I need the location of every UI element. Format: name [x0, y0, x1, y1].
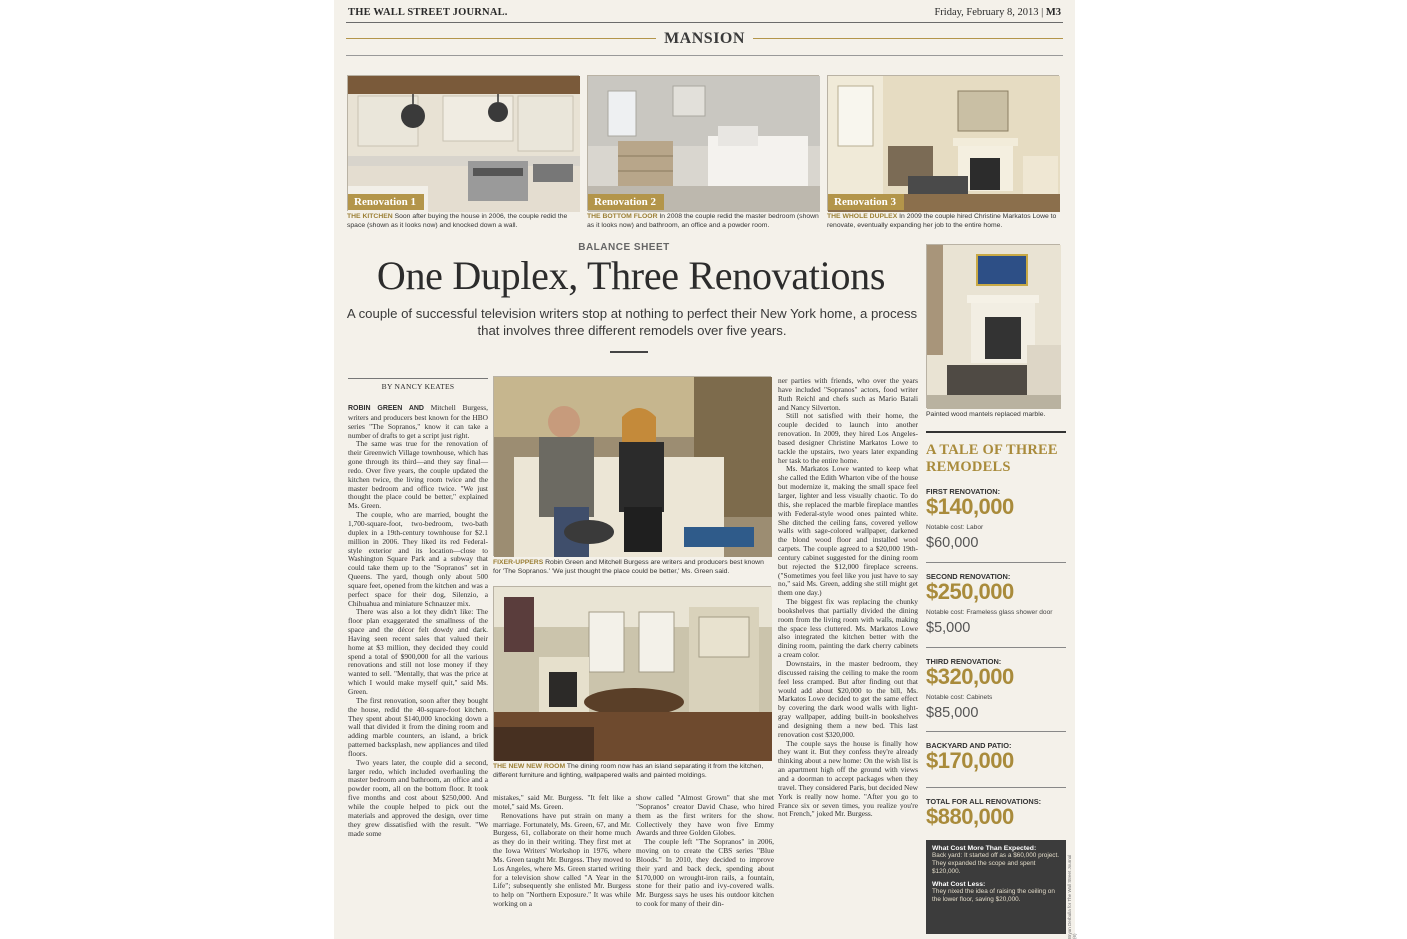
stat-first-value: $140,000: [926, 494, 1014, 519]
sidebar-divider: [926, 647, 1066, 648]
masthead-rule: [346, 22, 1063, 23]
kitchen-caption: THE KITCHEN Soon after buying the house in 2006, the couple redid the space (shown as it looks now) and knocked down a wall.: [347, 213, 568, 229]
renovation-1-tag: Renovation 1: [348, 194, 424, 210]
stat-total-label: TOTAL FOR ALL RENOVATIONS:: [926, 797, 1042, 806]
section-rule-left: [346, 38, 656, 39]
stat-third-cost: $85,000: [926, 705, 979, 721]
kitchen-photo: [347, 75, 579, 211]
dining-room-photo: [493, 586, 771, 760]
masthead-date: Friday, February 8, 2013 | M3: [934, 7, 1061, 18]
article-paragraph: Renovations have put strain on many a marriage. Fortunately, Ms. Green, 67, and Mr. Burgess, 61, collaborate on their home much as they do in their writing. They first met at the Iowa Writers' Workshop in 1976, where Ms. Green taught Mr. Burgess. They moved to Los Angeles, where Ms. Green started writing for a television show called "A Year in the Life"; subsequently she enlisted Mr. Burgess to help on "Northern Exposure." It was while working on a: [493, 810, 631, 909]
renovation-3-tag: Renovation 3: [828, 194, 904, 210]
article-paragraph: show called "Almost Grown" that she met "Sopranos" creator David Chase, who hired them as the first writers for the show. Collectively they have won five Emmy Awards and three Golden Globes.: [636, 793, 774, 838]
stat-second-value: $250,000: [926, 579, 1014, 604]
article-paragraph: The couple says the house is finally how they want it. But they confess they're already thinking about a new home: On the wish list is an apartment high off the ground with views and a doorman to accept packages when they travel. They considered Paris, but decided New York is really now home. "After you go to France six or seven times, you realize you're not French," joked Mr. Burgess.: [778, 738, 918, 819]
article-paragraph: Ms. Markatos Lowe wanted to keep what she called the Edith Wharton vibe of the house but modernize it, making the small space feel larger, lighter and less visually chaotic. To do this, she replaced the marble fireplace mantles with Federal-style wood ones painted white. She ditched the ceiling fans, covered yellow walls with sage-colored wallpaper, darkened the blond wood floor and installed wool carpets. The couple agreed to a $20,000 19th-century cabinet suggested for the dining room but rejected the $12,000 fireplace screens. ("Sometimes you feel like you just have to say no," said Ms. Green, adding she still might get them one day.): [778, 464, 918, 598]
headline: One Duplex, Three Renovations: [376, 253, 886, 298]
article-column-1: [348, 404, 488, 934]
stat-first-cost: $60,000: [926, 535, 979, 551]
section-bottom-rule: [346, 55, 1063, 56]
stat-first-label: FIRST RENOVATION:: [926, 487, 1001, 496]
couple-caption: FIXER-UPPERS Robin Green and Mitchell Burgess are writers and producers best known for 'The Sopranos.' 'We just thought the place could be better,' Ms. Green said.: [493, 559, 764, 575]
bedroom-photo: [587, 75, 819, 211]
photo-credit: Bryan Derballa for The Wall Street Journal (6): [1067, 854, 1077, 939]
article-paragraph: The couple left "The Sopranos" in 2006, moving on to create the CBS series "Blue Bloods." In 2010, they decided to improve their yard and back deck, spending about $170,000 on wrought-iron rails, a fountain, stone for their patio and ivy-covered walls. Mr. Burgess says he uses his outdoor kitchen to cook for many of their din-: [636, 837, 774, 909]
article-paragraph: The same was true for the renovation of their Greenwich Village townhouse, which has gone through its third—and they say final—redo. Over five years, the couple updated the kitchen twice, the living room twice and the master bedroom and office twice. "We just thought the place could be better," explained Ms. Green.: [348, 439, 488, 511]
dining-room-caption: THE NEW NEW ROOM The dining room now has an island separating it from the kitchen, different furniture and lighting, wallpapered walls and painted moldings.: [493, 763, 764, 779]
living-room-caption: THE WHOLE DUPLEX In 2009 the couple hired Christine Markatos Lowe to renovate, eventually expanding her job to the entire home.: [827, 213, 1057, 229]
stat-first-note: Notable cost: Labor: [926, 524, 984, 531]
article-paragraph: There was also a lot they didn't like: The floor plan exaggerated the smallness of the space and the décor felt dowdy and dark. Having seen recent sales that valued their home at $3 million, they decided they could spend a total of $900,000 for all the various renovations and still not lose money if they wanted to sell. "Mentally, that was the price at which I would make myself quit," said Ms. Green.: [348, 607, 488, 696]
section-rule-right: [753, 38, 1063, 39]
dek: A couple of successful television writers stop at nothing to perfect their New York home, a process that involves three different remodels over five years.: [346, 306, 918, 338]
article-paragraph: Still not satisfied with their home, the couple decided to launch into another renovation. In 2009, they hired Los Angeles-based designer Christine Markatos Lowe to tackle the upstairs, two years later expanding her task to the entire home.: [778, 411, 918, 465]
cost-less-text: They nixed the idea of raising the ceiling on the lower floor, saving $20,000.: [932, 888, 1055, 903]
bedroom-caption: THE BOTTOM FLOOR In 2008 the couple redid the master bedroom (shown as it looks now) and bathroom, an office and a powder room.: [587, 213, 819, 229]
article-paragraph: The couple, who are married, bought the 1,700-square-foot, two-bedroom, two-bath duplex in a 19th-century townhouse for $2.1 million in 2006. They liked its red Federal-style exterior and its location—close to Washington Square Park and a subway that could take them up to the "Sopranos" set in Queens. The yard, though only about 500 square feet, opened from the kitchen and was a perfect space for their dog, Silenzio, a Chihuahua and miniature Schnauzer mix.: [348, 510, 488, 608]
cost-more-title: What Cost More Than Expected:: [932, 845, 1037, 852]
sidebar-divider: [926, 562, 1066, 563]
masthead-title: THE WALL STREET JOURNAL.: [348, 7, 508, 18]
mantel-photo: [926, 244, 1060, 408]
living-room-photo: [827, 75, 1059, 211]
article-paragraph: The first renovation, soon after they bought the house, redid the 40-square-foot kitchen. They spent about $140,000 knocking down a wall that divided it from the dining room and adding marble counters, an island, a brick patterned backsplash, new appliances and tiled floors.: [348, 695, 488, 758]
article-paragraph: mistakes," said Mr. Burgess. "It felt like a motel," said Ms. Green.: [493, 793, 631, 811]
sidebar-top-rule: [926, 431, 1066, 433]
stat-second-cost: $5,000: [926, 620, 971, 636]
stat-third-label: THIRD RENOVATION:: [926, 657, 1002, 666]
article-paragraph: ROBIN GREEN AND Mitchell Burgess, writers and producers best known for the HBO series "The Sopranos," know it can take a number of drafts to get a script just right.: [348, 403, 489, 440]
dek-rule: [610, 351, 648, 353]
sidebar-divider: [926, 787, 1066, 788]
stat-third-note: Notable cost: Cabinets: [926, 694, 993, 701]
article-paragraph: The biggest fix was replacing the chunky bookshelves that partially divided the dining room from the living room with walls, making the space less cluttered. Ms. Markatos Lowe also integrated the kitchen better with the dining room, painting the dark cherry cabinets a cream color.: [778, 597, 918, 660]
byline: BY NANCY KEATES: [348, 378, 488, 391]
sidebar-title: A TALE OF THREE REMODELS: [926, 442, 1058, 475]
stat-backyard-label: BACKYARD AND PATIO:: [926, 741, 1012, 750]
article-paragraph: Two years later, the couple did a second, larger redo, which included overhauling the master bedroom and bathroom, an office and a powder room, all on the bottom floor. It took five months and cost about $250,000. And while the couple helped to pick out the materials and approved the design, over time they grew dissatisfied with the result. "We made some: [348, 757, 488, 838]
stat-second-note: Notable cost: Frameless glass shower door: [926, 609, 1053, 616]
article-column-3: [636, 794, 774, 934]
article-column-4: [778, 377, 918, 934]
stat-third-value: $320,000: [926, 664, 1014, 689]
kicker: BALANCE SHEET: [578, 242, 670, 253]
couple-photo: [493, 376, 771, 556]
section-title: MANSION: [664, 30, 745, 47]
cost-notes-box: [926, 840, 1066, 934]
sidebar-divider: [926, 731, 1066, 732]
renovation-2-tag: Renovation 2: [588, 194, 664, 210]
article-column-2: [493, 794, 631, 934]
stat-total-value: $880,000: [926, 804, 1014, 829]
stat-backyard-value: $170,000: [926, 748, 1014, 773]
stat-second-label: SECOND RENOVATION:: [926, 572, 1011, 581]
article-paragraph: ner parties with friends, who over the years have included "Sopranos" actors, food writer Ruth Reichl and chefs such as Mario Batali and Nancy Silverton.: [778, 376, 918, 412]
article-paragraph: Downstairs, in the master bedroom, they discussed raising the ceiling to make the room feel less cramped. But after finding out that would add about $20,000 to the bill, Ms. Markatos Lowe decided to get the same effect by covering the dark wood walls with light-gray wallpaper, adding built-in bookshelves and designing them a new bed. This last renovation cost $320,000.: [778, 659, 918, 739]
mantel-caption: Painted wood mantels replaced marble.: [926, 411, 1046, 418]
cost-less-title: What Cost Less:: [932, 881, 986, 888]
cost-more-text: Back yard: It started off as a $60,000 project. They expanded the scope and spent $120,000.: [932, 852, 1060, 875]
newspaper-page: [334, 0, 1075, 939]
